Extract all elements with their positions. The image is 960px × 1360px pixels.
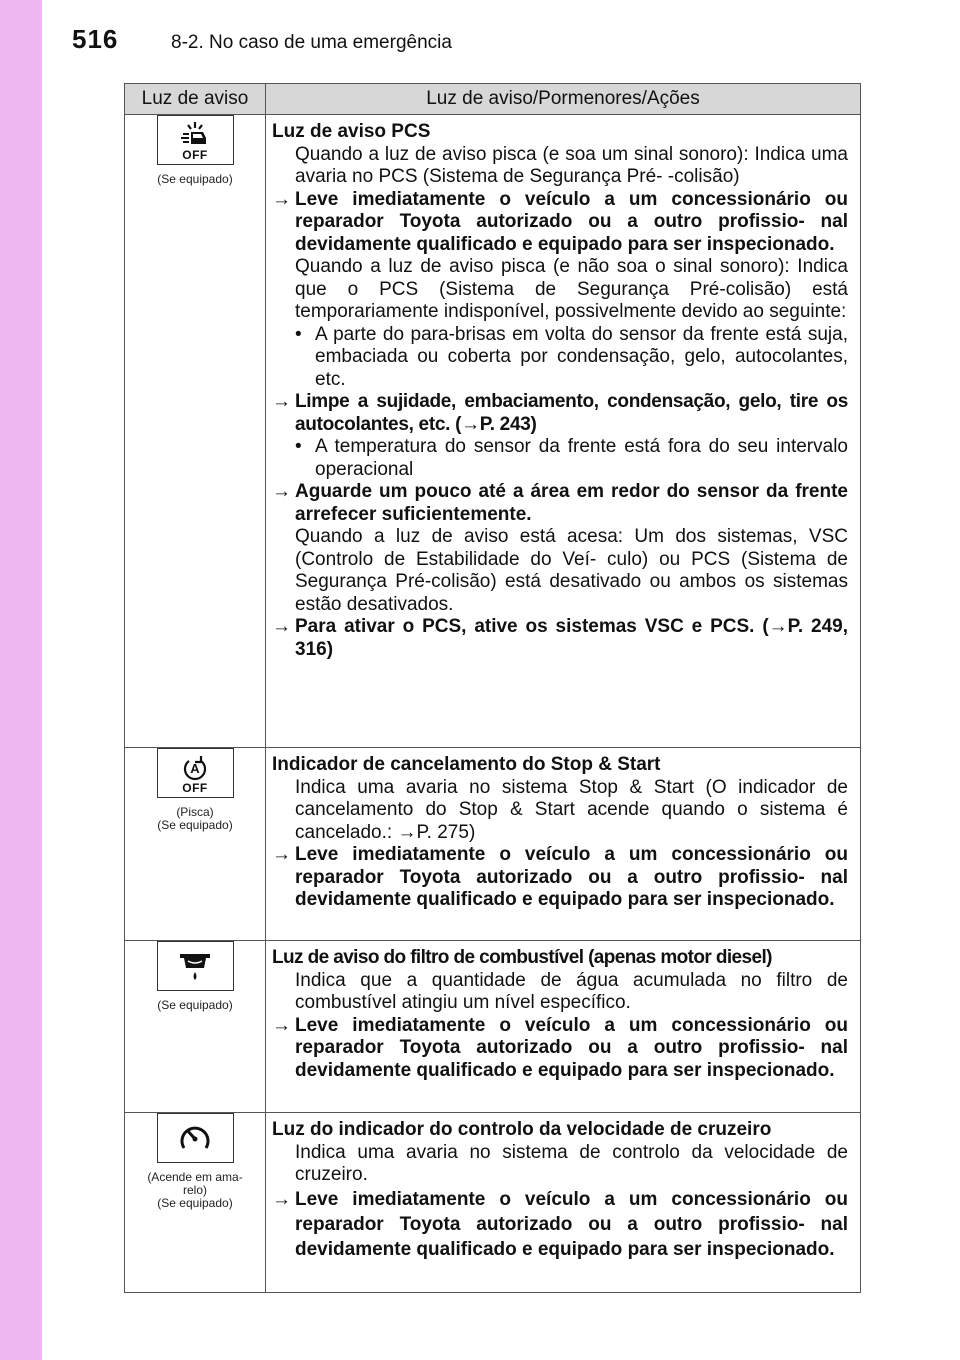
description-text: Indica uma avaria no sistema de controlo da velocidade de cruzeiro. (295, 1141, 848, 1185)
table-row (125, 115, 861, 748)
arrow-icon: → (272, 391, 291, 412)
description-cell (266, 941, 861, 1113)
table-row (125, 748, 861, 941)
side-tab (0, 0, 42, 1360)
description-text: Quando a luz de aviso pisca (e não soa o sinal sonoro): Indica que o PCS (Sistema de Segurança Pré-colisão) está temporariamente indisponível, possivelmente devido ao seguinte: (295, 256, 848, 322)
row-title: Indicador de cancelamento do Stop & Start (272, 754, 661, 775)
table-header-row (125, 84, 861, 115)
stop-start-off-icon (157, 748, 234, 798)
arrow-icon: → (272, 188, 291, 210)
description-text: Indica uma avaria no sistema Stop & Start (O indicador de cancelamento do Stop & Start acende quando o sistema é cancelado.: →P. 275) (295, 776, 848, 843)
action-text: → Aguarde um pouco até a área em redor do sensor da frente arrefecer suficientemente. (272, 481, 848, 525)
table-row (125, 941, 861, 1113)
action-text: → Limpe a sujidade, embaciamento, condensação, gelo, tire os autocolantes, etc. (→P. 243) (272, 391, 848, 435)
lamp-cell (125, 1113, 266, 1293)
lamp-cell (125, 748, 266, 941)
description-text: Quando a luz de aviso está acesa: Um dos sistemas, VSC (Controlo de Estabilidade do Veí- culo) ou PCS (Sistema de Segurança Pré-colisão) está desativado ou ambos os sistemas estão desativados. (295, 526, 848, 615)
arrow-icon: → (272, 616, 291, 637)
column-header-light: Luz de aviso (125, 84, 266, 115)
action-text: → Para ativar o PCS, ative os sistemas VSC e PCS. (→P. 249, 316) (272, 616, 848, 660)
lamp-note: (Se equipado) (157, 172, 233, 186)
fuel-filter-icon (157, 941, 234, 991)
description-cell (266, 748, 861, 941)
bullet-icon: • (295, 436, 302, 457)
lamp-note: (Se equipado) (157, 998, 233, 1012)
arrow-icon: → (272, 1188, 291, 1210)
cruise-control-icon (157, 1113, 234, 1163)
svg-text:A: A (190, 761, 200, 776)
arrow-icon: → (272, 1014, 291, 1036)
row-title: Luz do indicador do controlo da velocidade de cruzeiro (272, 1119, 772, 1140)
bullet-icon: • (295, 323, 302, 345)
warning-lights-table (124, 83, 861, 1293)
arrow-icon: → (272, 481, 291, 502)
lamp-cell (125, 941, 266, 1113)
pcs-off-icon (157, 115, 234, 165)
arrow-icon: → (272, 844, 291, 865)
row-title: Luz de aviso do filtro de combustível (apenas motor diesel) (272, 947, 772, 968)
column-header-details: Luz de aviso/Pormenores/Ações (266, 84, 861, 115)
bullet-item: • A parte do para-brisas em volta do sensor da frente está suja, embaciada ou coberta por condensação, gelo, autocolantes, etc. (295, 323, 848, 390)
action-text: → Leve imediatamente o veículo a um concessionário ou reparador Toyota autorizado ou a outro profissio- nal devidamente qualificado e equipado para ser inspecionado. (272, 1014, 848, 1081)
page-number: 516 (72, 24, 119, 54)
section-title: 8-2. No caso de uma emergência (171, 32, 452, 53)
action-text: → Leve imediatamente o veículo a um concessionário ou reparador Toyota autorizado ou a outro profissio- nal devidamente qualificado e equipado para ser inspecionado. (272, 844, 848, 910)
lamp-off-label: OFF (182, 148, 208, 162)
description-cell (266, 115, 861, 748)
lamp-note: (Pisca) (Se equipado) (157, 805, 233, 832)
action-text: → Leve imediatamente o veículo a um concessionário ou reparador Toyota autorizado ou a outro profissio- nal devidamente qualificado e equipado para ser inspecionado. (272, 188, 848, 255)
lamp-cell (125, 115, 266, 748)
lamp-off-label: OFF (182, 781, 208, 795)
row-title: Luz de aviso PCS (272, 121, 431, 142)
bullet-item: • A temperatura do sensor da frente está fora do seu intervalo operacional (295, 436, 848, 480)
table-row (125, 1113, 861, 1293)
description-cell (266, 1113, 861, 1293)
lamp-note: (Acende em ama- relo) (Se equipado) (147, 1170, 243, 1210)
description-text: Indica que a quantidade de água acumulada no filtro de combustível atingiu um nível específico. (295, 969, 848, 1013)
description-text: Quando a luz de aviso pisca (e soa um sinal sonoro): Indica uma avaria no PCS (Sistema de Segurança Pré- -colisão) (295, 143, 848, 187)
action-text: → Leve imediatamente o veículo a um concessionário ou reparador Toyota autorizado ou a outro profissio- nal devidamente qualificado e equipado para ser inspecionado. (272, 1188, 848, 1260)
